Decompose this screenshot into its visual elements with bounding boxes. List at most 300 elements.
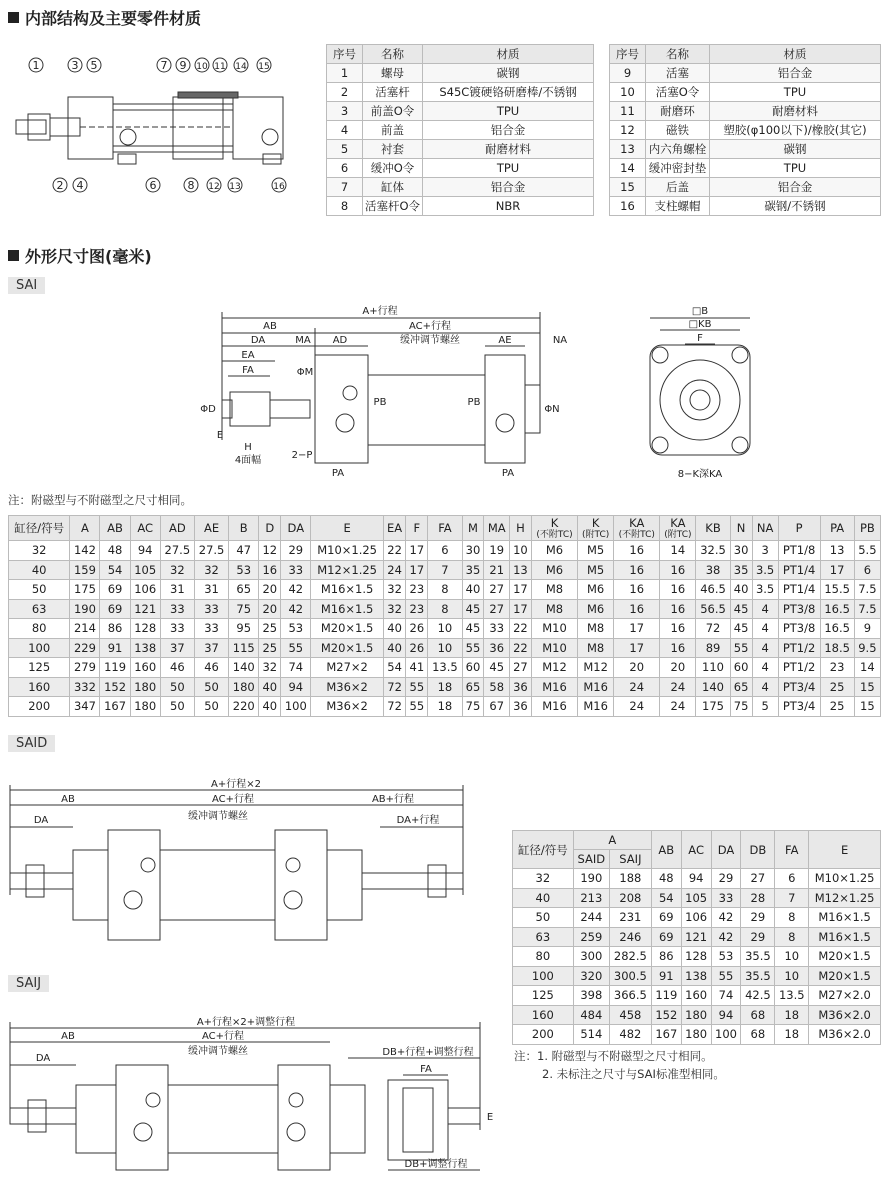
table-row <box>9 638 881 658</box>
table-cell: PT1/2 <box>778 658 820 678</box>
material-cell: 铝合金 <box>423 121 594 140</box>
saij-tag: SAIJ <box>8 975 49 992</box>
end-label-sq-kb: □KB <box>688 319 712 330</box>
table-cell: M36×2.0 <box>809 1025 881 1045</box>
table-cell: M36×2 <box>311 677 383 697</box>
material-cell: 缸体 <box>363 178 423 197</box>
sai-label-ad: AD <box>332 335 348 346</box>
table-cell: 180 <box>681 1025 711 1045</box>
table-cell: 35 <box>730 560 752 580</box>
table-cell: M27×2.0 <box>809 986 881 1006</box>
table-cell: 32 <box>9 541 70 561</box>
sai-header-cell: PB <box>854 516 880 541</box>
table-cell: 3.5 <box>752 580 778 600</box>
table-cell: 33 <box>160 599 194 619</box>
table-cell: 200 <box>9 697 70 717</box>
table-cell: 259 <box>573 927 609 947</box>
part-number-callouts <box>8 52 308 202</box>
table-cell: M16×1.5 <box>311 580 383 600</box>
said-label-ab: AB <box>61 794 75 805</box>
table-cell: PT3/4 <box>778 697 820 717</box>
table-cell: 7 <box>428 560 462 580</box>
sai-label-h: H <box>244 442 252 453</box>
table-row <box>513 986 881 1006</box>
table-cell: 42 <box>711 927 741 947</box>
table-cell: 12 <box>259 541 281 561</box>
table-cell: 160 <box>681 986 711 1006</box>
material-row <box>610 178 881 197</box>
material-cell: 14 <box>610 159 646 178</box>
table-cell: 33 <box>194 619 228 639</box>
material-cell: 耐磨材料 <box>423 140 594 159</box>
table-row <box>9 677 881 697</box>
sai-header-cell: 缸径/符号 <box>9 516 70 541</box>
table-row <box>9 599 881 619</box>
table-cell: 53 <box>229 560 259 580</box>
saij-label-a-stroke2-adj: A+行程×2+调整行程 <box>196 1017 296 1028</box>
material-row <box>327 140 594 159</box>
material-cell: TPU <box>710 83 881 102</box>
table-cell: 60 <box>730 658 752 678</box>
material-cell: TPU <box>423 102 594 121</box>
material-row <box>327 64 594 83</box>
sai-label-ac-stroke: AC+行程 <box>408 321 452 332</box>
table-cell: 63 <box>513 927 574 947</box>
table-cell: PT1/2 <box>778 638 820 658</box>
table-cell: 46 <box>160 658 194 678</box>
table-cell: M10 <box>531 619 577 639</box>
sai-header-cell: H <box>509 516 531 541</box>
table-cell: 21 <box>484 560 509 580</box>
table-row <box>513 1005 881 1025</box>
table-cell: 45 <box>484 658 509 678</box>
table-cell: 16 <box>614 580 660 600</box>
said-note-2: 2. 未标注之尺寸与SAI标准型相同。 <box>542 1067 725 1081</box>
table-cell: 54 <box>651 888 681 908</box>
table-cell: 16 <box>614 560 660 580</box>
table-cell: 18 <box>428 697 462 717</box>
sai-header-cell: KA (附TC) <box>660 516 696 541</box>
table-cell: 16 <box>660 560 696 580</box>
material-row <box>610 140 881 159</box>
table-cell: M12×1.25 <box>311 560 383 580</box>
table-row <box>9 560 881 580</box>
table-cell: 160 <box>9 677 70 697</box>
table-cell: 32 <box>383 580 406 600</box>
sai-label-ae: AE <box>498 335 512 346</box>
table-cell: 41 <box>406 658 428 678</box>
material-cell: 活塞O令 <box>646 83 710 102</box>
material-cell: 2 <box>327 83 363 102</box>
table-cell: 80 <box>9 619 70 639</box>
table-cell: 22 <box>509 638 531 658</box>
said-label-cushion: 缓冲调节螺丝 <box>188 811 248 822</box>
table-row <box>9 619 881 639</box>
table-cell: 4 <box>752 599 778 619</box>
table-cell: M16 <box>578 697 614 717</box>
table-cell: 20 <box>614 658 660 678</box>
table-cell: 42 <box>281 580 311 600</box>
table-cell: 9.5 <box>854 638 880 658</box>
table-cell: 115 <box>229 638 259 658</box>
table-cell: 45 <box>730 599 752 619</box>
table-cell: 16 <box>660 599 696 619</box>
material-cell: 12 <box>610 121 646 140</box>
table-cell: M6 <box>578 599 614 619</box>
table-cell: 175 <box>696 697 730 717</box>
table-cell: 138 <box>130 638 160 658</box>
table-cell: 17 <box>820 560 854 580</box>
table-cell: 23 <box>406 599 428 619</box>
table-cell: 55 <box>406 677 428 697</box>
material-row <box>327 159 594 178</box>
table-cell: 37 <box>194 638 228 658</box>
table-cell: 40 <box>513 888 574 908</box>
table-row <box>9 697 881 717</box>
table-cell: 119 <box>100 658 130 678</box>
table-row <box>513 869 881 889</box>
sai-end-view-drawing <box>630 300 760 490</box>
sai-header-cell: AD <box>160 516 194 541</box>
table-cell: 8 <box>775 927 809 947</box>
table-cell: 65 <box>730 677 752 697</box>
material-row <box>610 121 881 140</box>
table-cell: PT1/8 <box>778 541 820 561</box>
table-cell: 46.5 <box>696 580 730 600</box>
material-row <box>327 83 594 102</box>
table-cell: 20 <box>259 599 281 619</box>
table-cell: 72 <box>383 677 406 697</box>
table-cell: 55 <box>462 638 484 658</box>
table-cell: M6 <box>531 541 577 561</box>
sai-label-cushion: 缓冲调节螺丝 <box>400 335 460 346</box>
table-cell: 94 <box>711 1005 741 1025</box>
table-cell: 14 <box>660 541 696 561</box>
table-cell: 40 <box>9 560 70 580</box>
material-cell: 13 <box>610 140 646 159</box>
table-cell: 30 <box>730 541 752 561</box>
table-row <box>9 541 881 561</box>
callout-15: 15 <box>258 62 270 72</box>
table-cell: M12 <box>578 658 614 678</box>
table-cell: M20×1.5 <box>311 638 383 658</box>
table-cell: 32 <box>513 869 574 889</box>
table-cell: 25 <box>259 638 281 658</box>
material-row <box>327 197 594 216</box>
sai-label-pb-left: PB <box>373 397 387 408</box>
table-cell: 125 <box>9 658 70 678</box>
sai-header-cell: AE <box>194 516 228 541</box>
sai-label-phi-m: ΦM <box>296 367 314 378</box>
table-cell: PT3/8 <box>778 619 820 639</box>
material-cell: 支柱螺帽 <box>646 197 710 216</box>
table-row <box>9 658 881 678</box>
saij-label-da: DA <box>35 1053 51 1064</box>
table-cell: 25 <box>820 677 854 697</box>
table-cell: 320 <box>573 966 609 986</box>
said-drawing <box>8 775 478 955</box>
table-cell: 68 <box>741 1025 775 1045</box>
table-cell: 514 <box>573 1025 609 1045</box>
said-label-da-stroke: DA+行程 <box>396 815 440 826</box>
table-cell: 282.5 <box>609 947 651 967</box>
material-cell: 1 <box>327 64 363 83</box>
table-cell: 50 <box>194 697 228 717</box>
saij-label-db-adj: DB+调整行程 <box>404 1159 468 1170</box>
table-cell: M16×1.5 <box>311 599 383 619</box>
dimensions-section-title: 外形尺寸图(毫米) <box>8 244 152 267</box>
sai-header-cell: AC <box>130 516 160 541</box>
sai-header-cell: M <box>462 516 484 541</box>
table-cell: 7 <box>775 888 809 908</box>
table-cell: 8 <box>428 580 462 600</box>
table-cell: 3 <box>752 541 778 561</box>
material-cell: 缓冲O令 <box>363 159 423 178</box>
table-cell: 37 <box>160 638 194 658</box>
table-cell: 14 <box>854 658 880 678</box>
table-cell: 75 <box>730 697 752 717</box>
table-cell: 482 <box>609 1025 651 1045</box>
table-cell: 40 <box>462 580 484 600</box>
square-bullet-icon <box>8 12 19 23</box>
material-cell: 7 <box>327 178 363 197</box>
material-cell: 前盖 <box>363 121 423 140</box>
table-cell: 72 <box>383 697 406 717</box>
table-cell: 48 <box>100 541 130 561</box>
table-cell: 25 <box>259 619 281 639</box>
table-cell: 40 <box>383 619 406 639</box>
table-cell: 347 <box>70 697 100 717</box>
sai-header-cell: K (附TC) <box>578 516 614 541</box>
table-cell: 138 <box>681 966 711 986</box>
saij-label-e: E <box>486 1112 494 1123</box>
table-cell: 18 <box>428 677 462 697</box>
table-cell: 140 <box>229 658 259 678</box>
callout-3: 3 <box>71 59 79 72</box>
table-cell: 106 <box>130 580 160 600</box>
table-cell: M16 <box>531 697 577 717</box>
material-cell: 后盖 <box>646 178 710 197</box>
sai-header-cell: K (不附TC) <box>531 516 577 541</box>
table-cell: 190 <box>70 599 100 619</box>
table-cell: 69 <box>100 599 130 619</box>
material-row <box>610 102 881 121</box>
material-row <box>610 83 881 102</box>
sai-header-cell: P <box>778 516 820 541</box>
end-label-f: F <box>697 333 703 344</box>
table-cell: 32 <box>259 658 281 678</box>
table-cell: M8 <box>531 580 577 600</box>
said-label-ac-stroke: AC+行程 <box>211 794 255 805</box>
sai-header-cell: DA <box>281 516 311 541</box>
table-cell: 35 <box>462 560 484 580</box>
material-cell: 15 <box>610 178 646 197</box>
table-cell: M8 <box>531 599 577 619</box>
table-cell: 17 <box>406 541 428 561</box>
said-note-1: 注：1. 附磁型与不附磁型之尺寸相同。 <box>514 1049 713 1063</box>
table-cell: 55 <box>711 966 741 986</box>
table-cell: 180 <box>681 1005 711 1025</box>
said-dimension-table: 缸径/符号 A AB AC DA DB FA E SAID SAIJ 32 190 188 48 94 29 27 6 M10×1.25 40 213 208 54 105 33 28 7 M12×1.25 50 244 231 69 106 42 29 8 M16×1.5 63 259 246 69 121 42 29 8 M16×1.5 80 300 282.5 86 128 53 35.5 10 M20×1.5 100 320 300.5 91 138 55 35.5 10 M20×1.5 125 398 366.5 119 160 74 42.5 13.5 M27×2.0 160 484 458 152 180 94 68 18 M36×2.0 200 514 482 167 180 100 68 18 M36×2.0 <box>512 830 881 1045</box>
table-cell: 40 <box>383 638 406 658</box>
table-cell: 33 <box>281 560 311 580</box>
table-cell: 53 <box>711 947 741 967</box>
table-cell: PT1/4 <box>778 580 820 600</box>
sai-header-cell: KA (不附TC) <box>614 516 660 541</box>
table-row <box>513 1025 881 1045</box>
saij-drawing <box>8 1010 498 1175</box>
table-cell: 5 <box>752 697 778 717</box>
table-cell: M10 <box>531 638 577 658</box>
callout-8: 8 <box>187 179 195 192</box>
material-cell: 塑胶(φ100以下)/橡胶(其它) <box>710 121 881 140</box>
table-cell: 398 <box>573 986 609 1006</box>
sai-label-e: E <box>216 430 224 441</box>
sai-tag: SAI <box>8 277 45 294</box>
table-cell: 89 <box>696 638 730 658</box>
table-cell: 50 <box>9 580 70 600</box>
table-cell: 94 <box>681 869 711 889</box>
callout-4: 4 <box>76 179 84 192</box>
table-cell: M16×1.5 <box>809 908 881 928</box>
table-cell: M27×2 <box>311 658 383 678</box>
table-cell: 121 <box>681 927 711 947</box>
material-cell: 10 <box>610 83 646 102</box>
material-cell: 耐磨环 <box>646 102 710 121</box>
saij-label-ac-stroke: AC+行程 <box>201 1031 245 1042</box>
material-cell: TPU <box>710 159 881 178</box>
material-cell: 16 <box>610 197 646 216</box>
table-cell: 231 <box>609 908 651 928</box>
table-cell: 36 <box>484 638 509 658</box>
table-cell: 13 <box>509 560 531 580</box>
table-cell: 69 <box>651 927 681 947</box>
material-cell: 碳钢 <box>710 140 881 159</box>
table-cell: 167 <box>651 1025 681 1045</box>
callout-13: 13 <box>229 182 241 192</box>
table-cell: 10 <box>428 619 462 639</box>
sai-dimension-table <box>8 515 881 717</box>
callout-1: 1 <box>32 59 40 72</box>
said-label-a-stroke2: A+行程×2 <box>211 779 261 790</box>
sai-label-phi-n: ΦN <box>544 404 560 415</box>
table-cell: 15 <box>854 677 880 697</box>
table-cell: 16 <box>614 541 660 561</box>
table-cell: 160 <box>513 1005 574 1025</box>
table-cell: 25 <box>820 697 854 717</box>
table-cell: 54 <box>383 658 406 678</box>
end-label-k-depth: 8−K深KA <box>677 469 723 480</box>
table-cell: 29 <box>741 908 775 928</box>
table-cell: 16 <box>614 599 660 619</box>
table-cell: 167 <box>100 697 130 717</box>
sai-side-view-drawing <box>190 300 580 490</box>
table-cell: 18 <box>775 1005 809 1025</box>
material-row <box>610 197 881 216</box>
table-cell: M10×1.25 <box>809 869 881 889</box>
table-cell: 29 <box>741 927 775 947</box>
table-cell: 86 <box>651 947 681 967</box>
table-cell: 6 <box>428 541 462 561</box>
table-cell: 100 <box>9 638 70 658</box>
table-cell: 36 <box>509 697 531 717</box>
sai-label-pa-left: PA <box>331 468 345 479</box>
table-cell: 366.5 <box>609 986 651 1006</box>
table-cell: 50 <box>160 677 194 697</box>
table-cell: 190 <box>573 869 609 889</box>
table-cell: 23 <box>406 580 428 600</box>
sai-label-ma: MA <box>295 335 311 346</box>
table-cell: 13 <box>820 541 854 561</box>
table-cell: 29 <box>711 869 741 889</box>
table-cell: M6 <box>578 580 614 600</box>
table-cell: 160 <box>130 658 160 678</box>
table-cell: 42 <box>281 599 311 619</box>
table-cell: 484 <box>573 1005 609 1025</box>
table-cell: 74 <box>281 658 311 678</box>
table-cell: 244 <box>573 908 609 928</box>
sai-header-cell: F <box>406 516 428 541</box>
sai-header-cell: MA <box>484 516 509 541</box>
table-cell: 69 <box>651 908 681 928</box>
sai-header-cell: NA <box>752 516 778 541</box>
table-cell: 7.5 <box>854 599 880 619</box>
sai-label-ea: EA <box>241 350 255 361</box>
sai-header-cell: AB <box>100 516 130 541</box>
table-cell: 45 <box>730 619 752 639</box>
material-cell: 碳钢/不锈钢 <box>710 197 881 216</box>
table-cell: M10×1.25 <box>311 541 383 561</box>
table-cell: 7.5 <box>854 580 880 600</box>
table-cell: 24 <box>660 697 696 717</box>
material-cell: 4 <box>327 121 363 140</box>
saij-label-ab: AB <box>61 1031 75 1042</box>
sai-label-four-flats: 4面幅 <box>234 455 262 466</box>
table-cell: 125 <box>513 986 574 1006</box>
table-cell: 140 <box>696 677 730 697</box>
table-cell: 33 <box>484 619 509 639</box>
table-cell: 55 <box>406 697 428 717</box>
material-cell: 磁铁 <box>646 121 710 140</box>
table-cell: 4 <box>752 658 778 678</box>
table-cell: 200 <box>513 1025 574 1045</box>
callout-14: 14 <box>235 62 247 72</box>
table-cell: 18.5 <box>820 638 854 658</box>
table-cell: 33 <box>160 619 194 639</box>
table-cell: 20 <box>660 658 696 678</box>
table-cell: 5.5 <box>854 541 880 561</box>
saij-label-db-stroke-adj: DB+行程+调整行程 <box>382 1047 474 1058</box>
table-cell: 60 <box>462 658 484 678</box>
saij-label-fa: FA <box>420 1064 432 1075</box>
table-cell: 175 <box>70 580 100 600</box>
table-cell: 42 <box>711 908 741 928</box>
table-cell: 47 <box>229 541 259 561</box>
table-cell: 17 <box>509 580 531 600</box>
table-cell: 31 <box>160 580 194 600</box>
sai-label-pb-right: PB <box>467 397 481 408</box>
table-cell: 75 <box>229 599 259 619</box>
callout-6: 6 <box>149 179 157 192</box>
table-cell: 17 <box>509 599 531 619</box>
table-cell: 10 <box>775 966 809 986</box>
callout-2: 2 <box>56 179 64 192</box>
table-cell: 28 <box>741 888 775 908</box>
table-cell: 65 <box>462 677 484 697</box>
sai-label-ab: AB <box>263 321 277 332</box>
table-cell: 27.5 <box>194 541 228 561</box>
table-cell: 152 <box>100 677 130 697</box>
